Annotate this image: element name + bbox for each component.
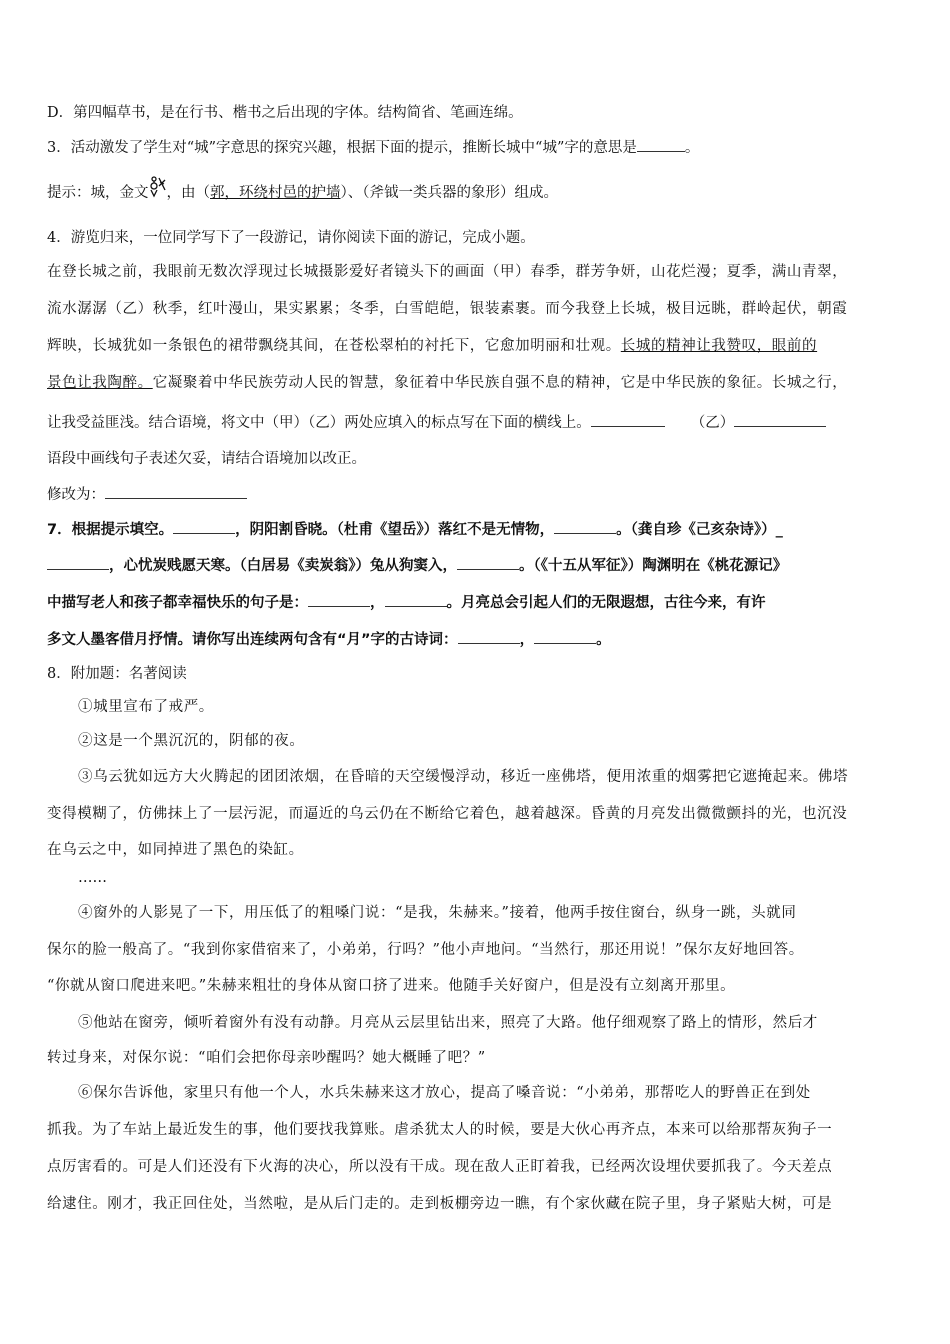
q3-answer-blank[interactable]	[637, 137, 685, 152]
q7-l4-b: ，	[519, 632, 535, 648]
q3-hint-c: ）、（斧钺一类兵器的象形）组成。	[340, 185, 558, 201]
q8-para-6-line-3: 点厉害看的。可是人们还没有下火海的决心，所以没有干成。现在敌人正盯着我，已经两次设埋伏要抓我了。今天差点	[47, 1159, 833, 1175]
q3-hint-b: ，由（	[166, 185, 210, 201]
q4-passage-line-1: 在登长城之前，我眼前无数次浮现过长城摄影爱好者镜头下的画面（甲）春季，群芳争妍，山花烂漫；夏季，满山青翠，	[47, 264, 848, 280]
q8-para-3-line-2: 变得模糊了，仿佛抹上了一层污泥，而逼近的乌云仍在不断给它着色，越着越深。昏黄的月亮发出微微颤抖的光，也沉没	[47, 806, 848, 822]
q2-option-d: D．第四幅草书，是在行书、楷书之后出现的字体。结构简省、笔画连绵。	[47, 105, 523, 121]
q8-para-4-line-2: 保尔的脸一般高了。“我到你家借宿来了，小弟弟，行吗？”他小声地问。“当然行，那还用说！”保尔友好地回答。	[47, 942, 804, 958]
q7-l4-c: 。	[596, 632, 611, 648]
q3-hint	[47, 182, 558, 204]
q4-passage-line-4	[47, 373, 847, 393]
q7-line-4	[47, 629, 611, 650]
q8-sentence-1: ①城里宣布了戒严。	[78, 699, 214, 715]
q8-para-5-line-1: ⑤他站在窗旁，倾听着窗外有没有动静。月亮从云层里钻出来，照亮了大路。他仔细观察了路上的情形，然后才	[78, 1015, 818, 1031]
q4-yi-blank[interactable]	[734, 412, 826, 427]
q7-blank-8[interactable]	[534, 629, 596, 644]
q7-l1-b: ，阴阳割昏晓。（杜甫《望岳》）落红不是无情物，	[235, 522, 555, 538]
q8-para-6-line-4: 给逮住。刚才，我正回住处，当然啦，是从后门走的。走到板棚旁边一瞧，有个家伙藏在院子里，身子紧贴大树，可是	[47, 1196, 833, 1212]
q7-blank-1[interactable]	[173, 519, 235, 534]
q3-prompt-text: 3．活动激发了学生对“城”字意思的探究兴趣，根据下面的提示，推断长城中“城”字的意思是	[47, 140, 637, 156]
q8-para-3-line-3: 在乌云之中，如同掉进了黑色的染缸。	[47, 842, 304, 858]
q8-para-4-line-1: ④窗外的人影晃了一下，用压低了的粗嗓门说：“是我，朱赫来。”接着，他两手按住窗台，纵身一跳，头就同	[78, 905, 797, 921]
q4-p4-text: 它凝聚着中华民族劳动人民的智慧，象征着中华民族自强不息的精神，它是中华民族的象征。长城之行，	[152, 375, 848, 391]
q4-revision-prompt: 语段中画线句子表述欠妥，请结合语境加以改正。	[47, 451, 366, 467]
q7-blank-4[interactable]	[457, 555, 519, 570]
q7-l3-c: 。月亮总会引起人们的无限遐想，古往今来，有许	[446, 595, 766, 611]
q7-l3-b: ，	[370, 595, 385, 611]
q7-blank-7[interactable]	[458, 629, 520, 644]
q7-blank-5[interactable]	[308, 592, 370, 607]
q4-underlined-sentence-part2: 景色让我陶醉。	[47, 375, 153, 391]
q8-para-6-line-2: 抓我。为了车站上最近发生的事，他们要找我算账。虐杀犹太人的时候，要是大伙心再齐点，本来可以给那帮灰狗子一	[47, 1122, 833, 1138]
q8-title: 8．附加题：名著阅读	[47, 666, 187, 682]
q4-p3-text: 辉映，长城犹如一条银色的裙带飘绕其间，在苍松翠柏的衬托下，它愈加明丽和壮观。	[47, 338, 621, 354]
q7-l4-a: 多文人墨客借月抒情。请你写出连续两句含有“月”字的古诗词：	[47, 632, 458, 648]
q8-para-6-line-1: ⑥保尔告诉他，家里只有他一个人，水兵朱赫来这才放心，提高了嗓音说：“小弟弟，那帮吃人的野兽正在到处	[78, 1085, 811, 1101]
q7-blank-6[interactable]	[385, 592, 447, 607]
q7-l1-c: 。（龚自珍《己亥杂诗》）_	[616, 522, 783, 538]
q4-passage-line-5	[47, 412, 826, 433]
q7-line-2	[47, 555, 787, 576]
q8-ellipsis: ……	[78, 870, 107, 886]
q7-l1-a: 7．根据提示填空。	[47, 522, 174, 538]
q7-blank-3[interactable]	[47, 555, 109, 570]
q7-line-3	[47, 592, 766, 613]
q3-hint-a: 提示：城，金文	[47, 185, 149, 201]
q4-revision-line	[47, 484, 247, 505]
q8-para-5-line-2: 转过身来，对保尔说：“咱们会把你母亲吵醒吗？她大概睡了吧？”	[47, 1050, 486, 1066]
q4-p5-text: 让我受益匪浅。结合语境，将文中（甲）（乙）两处应填入的标点写在下面的横线上。	[47, 415, 591, 431]
q3-prompt-end: 。	[684, 140, 700, 156]
q4-revision-label: 修改为：	[47, 487, 105, 503]
q7-line-1	[47, 519, 783, 540]
q7-blank-2[interactable]	[554, 519, 616, 534]
q4-yi-label: （乙）	[690, 415, 735, 431]
q8-para-4-line-3: “你就从窗口爬进来吧。”朱赫来粗壮的身体从窗口挤了进来。他随手关好窗户，但是没有立刻离开那里。	[47, 978, 736, 994]
q3-hint-underlined: 郭，环绕村邑的护墙	[210, 185, 341, 201]
q7-l2-a: ，心忧炭贱愿天寒。（白居易《卖炭翁》）兔从狗窦入，	[109, 558, 457, 574]
q8-para-3-line-1: ③乌云犹如远方大火腾起的团团浓烟，在昏暗的天空缓慢浮动，移近一座佛塔，便用浓重的烟雾把它遮掩起来。佛塔	[78, 769, 849, 785]
q3-prompt	[47, 137, 699, 158]
q4-jia-blank[interactable]	[591, 412, 665, 427]
q4-passage-line-3	[47, 336, 817, 356]
bronze-script-glyph-icon	[149, 176, 167, 198]
q7-l3-a: 中描写老人和孩子都幸福快乐的句子是：	[47, 595, 308, 611]
q4-revision-blank[interactable]	[105, 484, 247, 499]
q8-sentence-2: ②这是一个黑沉沉的，阴郁的夜。	[78, 733, 305, 749]
q7-l2-b: 。（《十五从军征》）陶渊明在《桃花源记》	[519, 558, 788, 574]
q4-prompt: 4．游览归来，一位同学写下了一段游记，请你阅读下面的游记，完成小题。	[47, 230, 535, 246]
q4-underlined-sentence-part1: 长城的精神让我赞叹，眼前的	[620, 338, 818, 354]
q4-passage-line-2: 流水潺潺（乙）秋季，红叶漫山，果实累累；冬季，白雪皑皑，银装素裹。而今我登上长城，极目远眺，群岭起伏，朝霞	[47, 301, 848, 317]
